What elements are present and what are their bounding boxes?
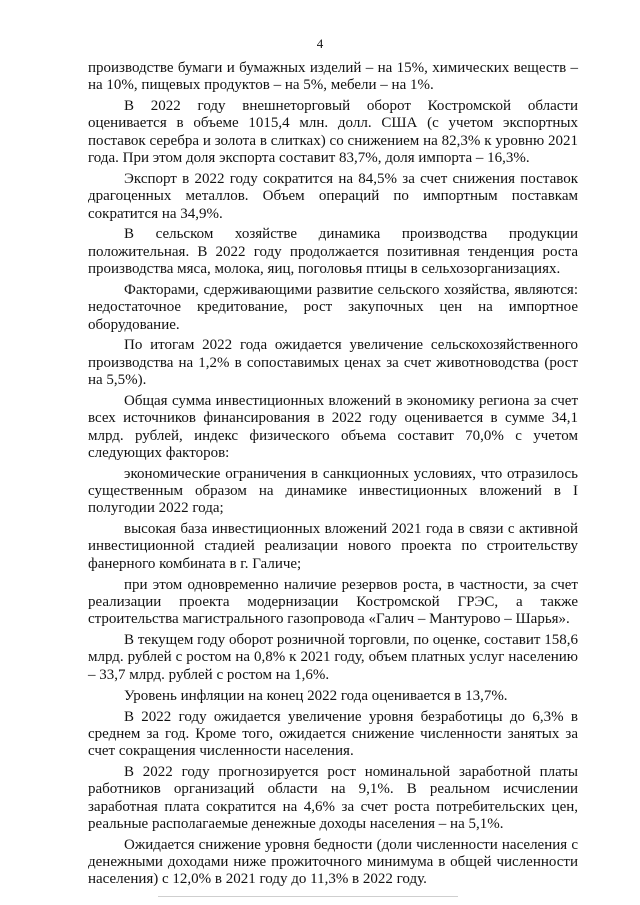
paragraph-agriculture: В сельском хозяйстве динамика производства продукции положительная. В 2022 году продолжается позитивная тенденция роста производства мяса, молока, яиц, поголовья птицы в сельхозорганизациях.	[88, 226, 578, 278]
paragraph-investment-factor-2: высокая база инвестиционных вложений 2021 года в связи с активной инвестиционной стадией реализации нового проекта по строительству фанерного комбината в г. Галиче;	[88, 521, 578, 572]
paragraph-continuation: производстве бумаги и бумажных изделий – на 15%, химических веществ – на 10%, пищевых продуктов – на 5%, мебели – на 1%.	[88, 60, 578, 94]
paragraph-export: Экспорт в 2022 году сократится на 84,5% за счет снижения поставок драгоценных металлов. Объем операций по импортным поставкам сократится на 34,9%.	[88, 170, 578, 222]
scan-edge-line	[158, 896, 458, 897]
paragraph-wages: В 2022 году прогнозируется рост номинальной заработной платы работников организаций области на 9,1%. В реальном исчислении заработная плата сократится на 4,6% за счет роста потребительских цен, реальные располагаемые денежные доходы населения – на 5,1%.	[88, 764, 578, 832]
paragraph-retail: В текущем году оборот розничной торговли, по оценке, составит 158,6 млрд. рублей с ростом на 0,8% к 2021 году, объем платных услуг населению – 33,7 млрд. рублей с ростом на 1,6%.	[88, 632, 578, 683]
paragraph-agriculture-forecast: По итогам 2022 года ожидается увеличение сельскохозяйственного производства на 1,2% в сопоставимых ценах за счет животноводства (рост на 5,5%).	[88, 337, 578, 389]
paragraph-poverty: Ожидается снижение уровня бедности (доли численности населения с денежными доходами ниже прожиточного минимума в общей численности населения) с 12,0% в 2021 году до 11,3% в 2022 году.	[88, 836, 578, 888]
body-text	[88, 60, 578, 892]
paragraph-foreign-trade: В 2022 году внешнеторговый оборот Костромской области оценивается в объеме 1015,4 млн. долл. США (с учетом экспортных поставок серебра и золота в слитках) со снижением на 82,3% к уровню 2021 года. При этом доля экспорта составит 83,7%, доля импорта – 16,3%.	[88, 98, 578, 167]
paragraph-unemployment: В 2022 году ожидается увеличение уровня безработицы до 6,3% в среднем за год. Кроме того, ожидается снижение численности занятых за счет сокращения численности населения.	[88, 708, 578, 760]
paragraph-investment: Общая сумма инвестиционных вложений в экономику региона за счет всех источников финансирования в 2022 году оценивается в сумме 34,1 млрд. рублей, индекс физического объема составит 70,0% с учетом следующих факторов:	[88, 392, 578, 461]
paragraph-investment-factor-1: экономические ограничения в санкционных условиях, что отразилось существенным образом на динамике инвестиционных вложений в I полугодии 2022 года;	[88, 465, 578, 517]
paragraph-investment-factor-3: при этом одновременно наличие резервов роста, в частности, за счет реализации проекта модернизации Костромской ГРЭС, а также строительства магистрального газопровода «Галич – Мантурово – Шарья».	[88, 576, 578, 628]
paragraph-inflation: Уровень инфляции на конец 2022 года оценивается в 13,7%.	[124, 687, 508, 704]
page-number: 4	[316, 36, 324, 51]
paragraph-agriculture-factors: Факторами, сдерживающими развитие сельского хозяйства, являются: недостаточное кредитование, рост закупочных цен на импортное оборудование.	[88, 281, 578, 333]
